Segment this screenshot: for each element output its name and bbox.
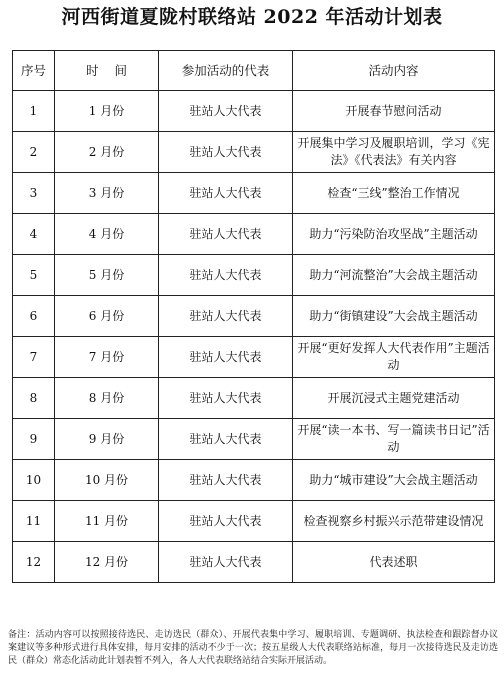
row-content: 开展春节慰问活动 bbox=[293, 91, 495, 132]
header-content: 活动内容 bbox=[293, 51, 495, 91]
row-representatives: 驻站人大代表 bbox=[159, 419, 293, 460]
row-time: 3 月份 bbox=[55, 173, 159, 214]
row-content: 助力“河流整治”大会战主题活动 bbox=[293, 255, 495, 296]
row-time: 10 月份 bbox=[55, 460, 159, 501]
row-index: 2 bbox=[13, 132, 55, 173]
row-content: 开展“读一本书、写一篇读书日记”活动 bbox=[293, 419, 495, 460]
table-header-row bbox=[13, 51, 495, 91]
row-time: 12 月份 bbox=[55, 542, 159, 583]
row-time: 6 月份 bbox=[55, 296, 159, 337]
table-row bbox=[13, 296, 495, 337]
row-time: 11 月份 bbox=[55, 501, 159, 542]
row-representatives: 驻站人大代表 bbox=[159, 255, 293, 296]
row-index: 4 bbox=[13, 214, 55, 255]
table-row bbox=[13, 378, 495, 419]
row-index: 7 bbox=[13, 337, 55, 378]
activity-plan-table bbox=[12, 50, 495, 583]
row-index: 9 bbox=[13, 419, 55, 460]
header-time: 时 间 bbox=[55, 51, 159, 91]
row-time: 8 月份 bbox=[55, 378, 159, 419]
row-time: 2 月份 bbox=[55, 132, 159, 173]
row-representatives: 驻站人大代表 bbox=[159, 214, 293, 255]
row-content: 开展“更好发挥人大代表作用”主题活动 bbox=[293, 337, 495, 378]
table-row bbox=[13, 255, 495, 296]
row-content: 检查“三线”整治工作情况 bbox=[293, 173, 495, 214]
row-index: 8 bbox=[13, 378, 55, 419]
table-row bbox=[13, 460, 495, 501]
row-index: 12 bbox=[13, 542, 55, 583]
table-row bbox=[13, 173, 495, 214]
table-row bbox=[13, 337, 495, 378]
table-row bbox=[13, 501, 495, 542]
row-representatives: 驻站人大代表 bbox=[159, 337, 293, 378]
row-index: 11 bbox=[13, 501, 55, 542]
row-content: 代表述职 bbox=[293, 542, 495, 583]
header-representatives: 参加活动的代表 bbox=[159, 51, 293, 91]
row-representatives: 驻站人大代表 bbox=[159, 460, 293, 501]
row-content: 助力“污染防治攻坚战”主题活动 bbox=[293, 214, 495, 255]
row-time: 4 月份 bbox=[55, 214, 159, 255]
row-time: 9 月份 bbox=[55, 419, 159, 460]
table-row bbox=[13, 419, 495, 460]
table-row bbox=[13, 542, 495, 583]
row-index: 10 bbox=[13, 460, 55, 501]
row-index: 5 bbox=[13, 255, 55, 296]
row-index: 3 bbox=[13, 173, 55, 214]
header-index: 序号 bbox=[13, 51, 55, 91]
row-index: 6 bbox=[13, 296, 55, 337]
table-row bbox=[13, 91, 495, 132]
row-representatives: 驻站人大代表 bbox=[159, 173, 293, 214]
row-representatives: 驻站人大代表 bbox=[159, 91, 293, 132]
row-content: 助力“城市建设”大会战主题活动 bbox=[293, 460, 495, 501]
page-title: 河西街道夏陇村联络站 2022 年活动计划表 bbox=[61, 6, 443, 28]
row-index: 1 bbox=[13, 91, 55, 132]
row-representatives: 驻站人大代表 bbox=[159, 132, 293, 173]
row-representatives: 驻站人大代表 bbox=[159, 542, 293, 583]
row-content: 检查视察乡村振兴示范带建设情况 bbox=[293, 501, 495, 542]
row-time: 5 月份 bbox=[55, 255, 159, 296]
table-row bbox=[13, 214, 495, 255]
row-time: 7 月份 bbox=[55, 337, 159, 378]
row-representatives: 驻站人大代表 bbox=[159, 501, 293, 542]
row-representatives: 驻站人大代表 bbox=[159, 378, 293, 419]
row-representatives: 驻站人大代表 bbox=[159, 296, 293, 337]
row-content: 开展集中学习及履职培训，学习《宪法》《代表法》有关内容 bbox=[293, 132, 495, 173]
footnote: 备注：活动内容可以按照接待选民、走访选民（群众）、开展代表集中学习、履职培训、专题调研、执法检查和跟踪督办议案建议等多种形式进行具体安排，每月安排的活动不少于一次；按五星级人大代表联络站标准，每月一次接待选民及走访选民（群众）常态化活动此计划表暂不列入，各人大代表联络站结合实际开展活动。 bbox=[8, 630, 498, 666]
table-row bbox=[13, 132, 495, 173]
row-content: 助力“街镇建设”大会战主题活动 bbox=[293, 296, 495, 337]
row-content: 开展沉浸式主题党建活动 bbox=[293, 378, 495, 419]
row-time: 1 月份 bbox=[55, 91, 159, 132]
